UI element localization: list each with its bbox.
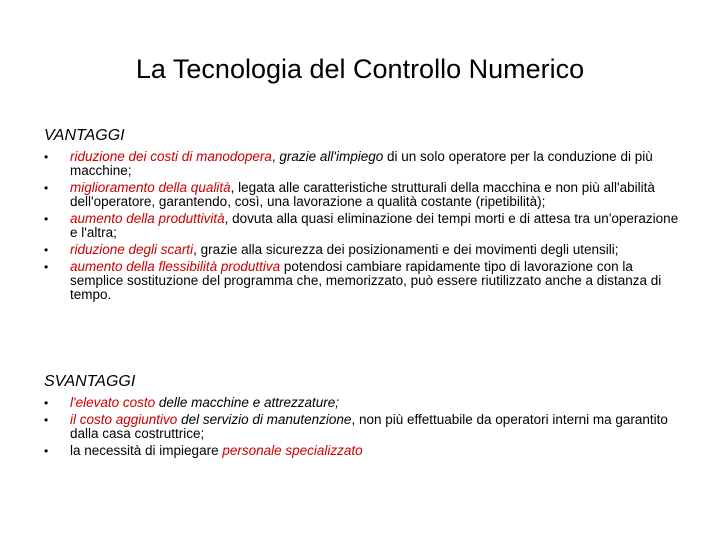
item-highlight: riduzione dei costi di manodopera [70, 149, 272, 164]
list-item [44, 243, 684, 257]
bullet-icon: • [44, 413, 49, 427]
bullet-icon: • [44, 243, 49, 257]
item-text: , non più effettuabile da operatori interni ma garantito dalla casa costruttrice; [70, 412, 668, 441]
list-item [44, 444, 684, 458]
item-text: di un solo operatore per la conduzione di più macchine; [70, 149, 653, 178]
list-item [44, 260, 684, 302]
item-highlight: riduzione degli scarti [70, 242, 194, 257]
item-text: la necessità di impiegare [70, 443, 223, 458]
item-highlight: il costo aggiuntivo [70, 412, 178, 427]
vantaggi-heading: VANTAGGI [44, 127, 125, 144]
item-highlight: miglioramento della qualità [70, 180, 231, 195]
item-highlight: aumento della flessibilità produttiva [70, 259, 281, 274]
vantaggi-list [44, 150, 684, 302]
bullet-icon: • [44, 260, 49, 274]
item-text: , legata alle caratteristiche strutturali della macchina e non più all'abilità dell'operatore, garantendo, così, una lavorazione a qualità costante (ripetibilità); [70, 180, 655, 209]
bullet-icon: • [44, 150, 49, 164]
item-highlight: personale specializzato [222, 443, 363, 458]
bullet-icon: • [44, 396, 49, 410]
item-italic: grazie all'impiego [279, 149, 384, 164]
bullet-icon: • [44, 444, 49, 458]
item-italic: delle macchine e attrezzature; [155, 395, 339, 410]
item-text: , dovuta alla quasi eliminazione dei tempi morti e di attesa tra un'operazione e l'altra; [70, 211, 679, 240]
list-item [44, 181, 684, 209]
item-highlight: l'elevato costo [70, 395, 156, 410]
list-item [44, 413, 684, 441]
bullet-icon: • [44, 212, 49, 226]
slide-title: La Tecnologia del Controllo Numerico [135, 54, 585, 84]
svantaggi-section [44, 372, 684, 461]
item-text: potendosi cambiare rapidamente tipo di lavorazione con la semplice sostituzione del programma che, memorizzato, può essere riutilizzato anche a distanza di tempo. [70, 259, 662, 302]
item-highlight: aumento della produttività [70, 211, 225, 226]
item-text: , [271, 149, 280, 164]
svantaggi-heading: SVANTAGGI [44, 373, 136, 390]
list-item [44, 212, 684, 240]
list-item [44, 150, 684, 178]
item-italic: del servizio di manutenzione [177, 412, 352, 427]
svantaggi-list [44, 396, 684, 458]
bullet-icon: • [44, 181, 49, 195]
item-text: , grazie alla sicurezza dei posizionamenti e dei movimenti degli utensili; [193, 242, 619, 257]
vantaggi-section [44, 126, 684, 305]
list-item [44, 396, 684, 410]
